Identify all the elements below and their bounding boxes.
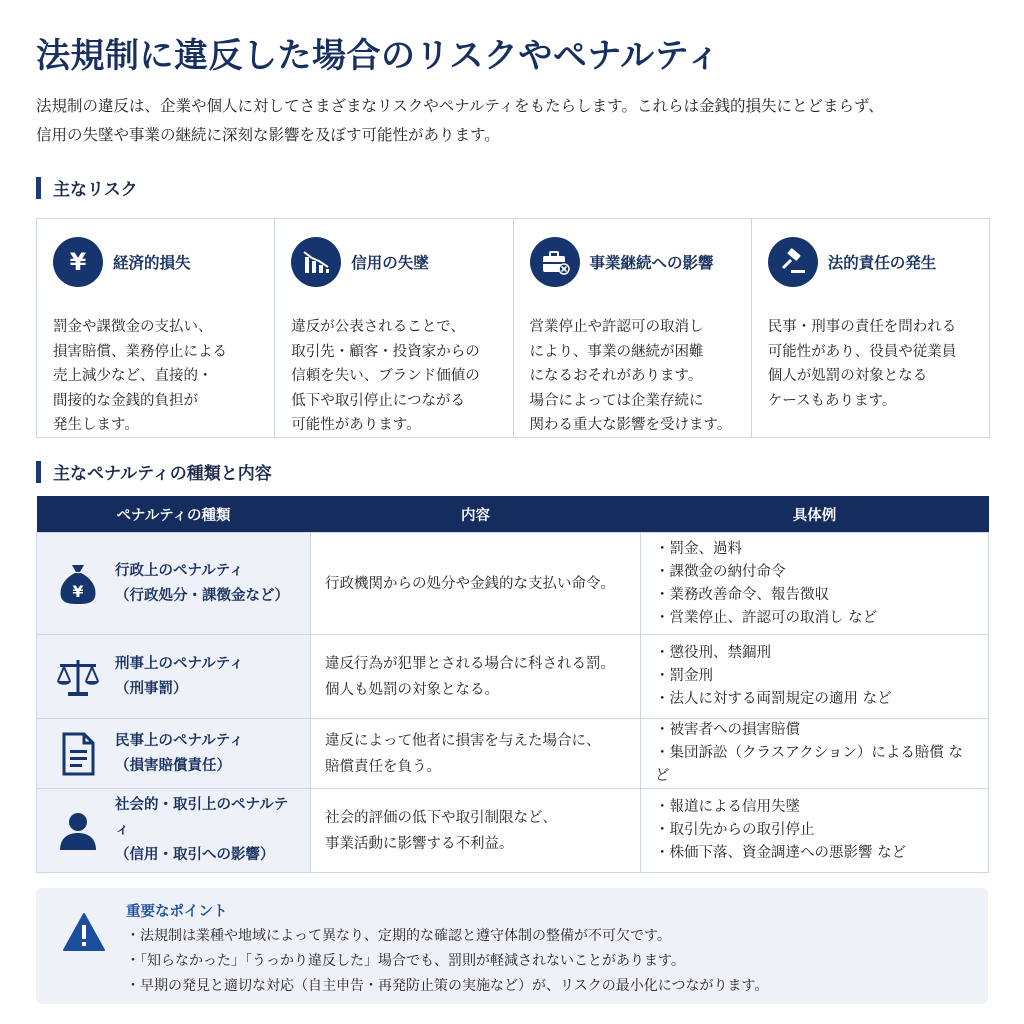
penalty-examples-cell xyxy=(641,789,989,873)
penalty-table xyxy=(36,496,989,873)
example-list xyxy=(655,538,974,630)
risk-card-title: 信用の失墜 xyxy=(351,254,429,272)
example-item: ・ 取引先からの取引停止 xyxy=(655,819,974,842)
penalty-type-cell xyxy=(37,635,311,719)
penalties-heading-label: 主なペナルティの種類と内容 xyxy=(53,464,272,484)
penalty-examples-cell xyxy=(641,533,989,635)
scales-icon xyxy=(55,654,101,700)
intro-line: 法規制の違反は、企業や個人に対してさまざまなリスクやペナルティをもたらします。これらは金銭的損失にとどまらず、 xyxy=(36,97,884,115)
example-list xyxy=(655,796,974,865)
example-item: ・ 業務改善命令、報告徴収 xyxy=(655,584,974,607)
risk-card-business-continuity xyxy=(514,219,752,437)
example-item: ・ 株価下落、資金調達への悪影響 など xyxy=(655,842,974,865)
penalty-content-cell xyxy=(311,635,641,719)
risks-heading-label: 主なリスク xyxy=(53,180,138,200)
penalty-content-cell xyxy=(311,533,641,635)
table-row xyxy=(37,533,989,635)
penalty-type-label: 民事上のペナルティ （損害賠償責任） xyxy=(115,732,244,774)
risk-card-body: 民事・刑事の責任を問われる 可能性があり、役員や従業員 個人が処罰の対象となる ケースもあります。 xyxy=(767,319,957,409)
penalty-type-cell xyxy=(37,789,311,873)
risk-card-body: 違反が公表されることで、 取引先・顧客・投資家からの 信頼を失い、ブランド価値の 低下や取引停止につながる 可能性があります。 xyxy=(291,319,480,433)
important-points-box xyxy=(36,888,988,1004)
declining-chart-icon xyxy=(291,237,341,287)
penalty-content: 違反行為が犯罪とされる場合に科される罰。 個人も処罰の対象となる。 xyxy=(325,655,615,698)
penalty-type-cell xyxy=(37,533,311,635)
example-item: ・ 集団訴訟（クラスアクション）による賠償 など xyxy=(655,742,974,788)
penalty-content: 違反によって他者に損害を与えた場合に、 賠償責任を負う。 xyxy=(325,732,601,775)
example-item: ・ 報道による信用失墜 xyxy=(655,796,974,819)
warning-icon xyxy=(62,912,106,952)
heading-accent-bar xyxy=(36,461,41,483)
example-item: ・ 被害者への損害賠償 xyxy=(655,719,974,742)
table-row xyxy=(37,789,989,873)
risk-card-legal-liability xyxy=(752,219,989,437)
example-item: ・ 営業停止、許認可の取消し など xyxy=(655,607,974,630)
person-icon xyxy=(55,808,101,854)
risk-card-body: 営業停止や許認可の取消し により、事業の継続が困難 になるおそれがあります。 場合によっては企業存続に 関わる重大な影響を受けます。 xyxy=(529,319,732,433)
yen-icon: ¥ xyxy=(53,237,103,287)
example-item: ・ 法人に対する両罰規定の適用 など xyxy=(655,688,974,711)
example-item: ・ 罰金、過料 xyxy=(655,538,974,561)
penalty-content-cell xyxy=(311,719,641,789)
risk-card-credit-loss xyxy=(275,219,513,437)
risk-card-body: 罰金や課徴金の支払い、 損害賠償、業務停止による 売上減少など、直接的・ 間接的な金銭的負担が 発生します。 xyxy=(53,319,227,433)
table-row xyxy=(37,719,989,789)
risk-cards xyxy=(36,218,990,438)
important-point: ・ 法規制は業種や地域によって異なり、定期的な確認と遵守体制の整備が不可欠です。 xyxy=(126,924,768,949)
penalty-type-cell xyxy=(37,719,311,789)
column-header: 具体例 xyxy=(641,496,989,533)
important-points-title: 重要なポイント xyxy=(126,904,228,920)
important-point: ・ 早期の発見と適切な対応（自主申告・再発防止策の実施など）が、リスクの最小化につながります。 xyxy=(126,974,768,999)
penalty-content: 行政機関からの処分や金銭的な支払い命令。 xyxy=(325,575,615,592)
money-bag-icon xyxy=(55,561,101,607)
example-item: ・ 罰金刑 xyxy=(655,665,974,688)
penalty-content: 社会的評価の低下や取引制限など、 事業活動に影響する不利益。 xyxy=(325,809,557,852)
table-header-row xyxy=(37,496,989,533)
intro-text xyxy=(36,92,996,150)
risk-card-title: 経済的損失 xyxy=(113,254,191,272)
penalty-type-label: 社会的・取引上のペナルティ （信用・取引への影響） xyxy=(115,797,289,863)
example-list xyxy=(655,642,974,711)
penalty-examples-cell xyxy=(641,635,989,719)
example-item: ・ 懲役刑、禁錮刑 xyxy=(655,642,974,665)
table-row xyxy=(37,635,989,719)
heading-accent-bar xyxy=(36,177,41,199)
intro-line: 信用の失墜や事業の継続に深刻な影響を及ぼす可能性があります。 xyxy=(36,126,500,144)
risk-card-title: 法的責任の発生 xyxy=(827,254,937,272)
risk-card-title: 事業継続への影響 xyxy=(589,254,714,272)
penalty-content-cell xyxy=(311,789,641,873)
example-item: ・ 課徴金の納付命令 xyxy=(655,561,974,584)
risk-card-economic-loss xyxy=(37,219,275,437)
example-list xyxy=(655,719,974,788)
briefcase-stop-icon xyxy=(530,237,580,287)
penalty-type-label: 刑事上のペナルティ （刑事罰） xyxy=(115,655,244,697)
important-point: ・ 「知らなかった」「うっかり違反した」場合でも、罰則が軽減されないことがあります。 xyxy=(126,949,768,974)
risks-heading xyxy=(36,175,138,200)
gavel-icon xyxy=(768,237,818,287)
column-header: ペナルティの種類 xyxy=(37,496,311,533)
penalty-examples-cell xyxy=(641,719,989,789)
document-icon xyxy=(55,731,101,777)
column-header: 内容 xyxy=(311,496,641,533)
page-title: 法規制に違反した場合のリスクやペナルティ xyxy=(36,36,721,76)
svg-text:¥: ¥ xyxy=(72,581,84,601)
penalties-heading xyxy=(36,459,272,484)
penalty-type-label: 行政上のペナルティ （行政処分・課徴金など） xyxy=(115,562,289,604)
important-points-list xyxy=(126,924,768,999)
